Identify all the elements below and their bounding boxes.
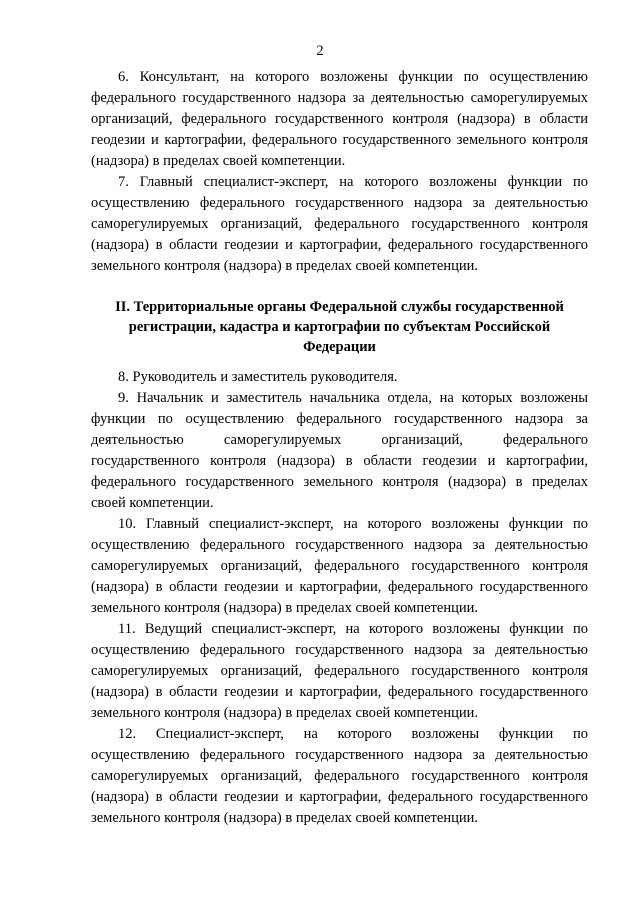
paragraph-7: 7. Главный специалист-эксперт, на которого возложены функции по осуществлению федерального государственного надзора за деятельностью саморегулируемых организаций, федерального государственного контроля (надзора) в области геодезии и картографии, федерального государственного земельного контроля (надзора) в пределах своей компетенции. bbox=[91, 174, 588, 274]
section-heading: II. Территориальные органы Федеральной службы государственной регистрации, кадастра и картографии по субъектам Российской Федерации bbox=[115, 299, 564, 355]
paragraph-9: 9. Начальник и заместитель начальника отдела, на которых возложены функции по осуществлению федерального государственного надзора за деятельностью саморегулируемых организаций, федерального государственного контроля (надзора) в области геодезии и картографии, федерального государственного земельного контроля (надзора) в пределах своей компетенции. bbox=[91, 390, 588, 511]
paragraph-11: 11. Ведущий специалист-эксперт, на которого возложены функции по осуществлению федерального государственного надзора за деятельностью саморегулируемых организаций, федерального государственного контроля (надзора) в области геодезии и картографии, федерального государственного земельного контроля (надзора) в пределах своей компетенции. bbox=[91, 621, 588, 721]
paragraph-6: 6. Консультант, на которого возложены функции по осуществлению федерального государственного надзора за деятельностью саморегулируемых организаций, федерального государственного контроля (надзора) в области геодезии и картографии, федерального государственного земельного контроля (надзора) в пределах своей компетенции. bbox=[91, 69, 588, 169]
page-number: 2 bbox=[316, 43, 324, 59]
document-body bbox=[91, 67, 588, 829]
paragraph-10: 10. Главный специалист-эксперт, на которого возложены функции по осуществлению федерального государственного надзора за деятельностью саморегулируемых организаций, федерального государственного контроля (надзора) в области геодезии и картографии, федерального государственного земельного контроля (надзора) в пределах своей компетенции. bbox=[91, 516, 588, 616]
paragraph-12: 12. Специалист-эксперт, на которого возложены функции по осуществлению федерального государственного надзора за деятельностью саморегулируемых организаций, федерального государственного контроля (надзора) в области геодезии и картографии, федерального государственного земельного контроля (надзора) в пределах своей компетенции. bbox=[91, 726, 588, 826]
paragraph-8: 8. Руководитель и заместитель руководителя. bbox=[118, 369, 398, 385]
